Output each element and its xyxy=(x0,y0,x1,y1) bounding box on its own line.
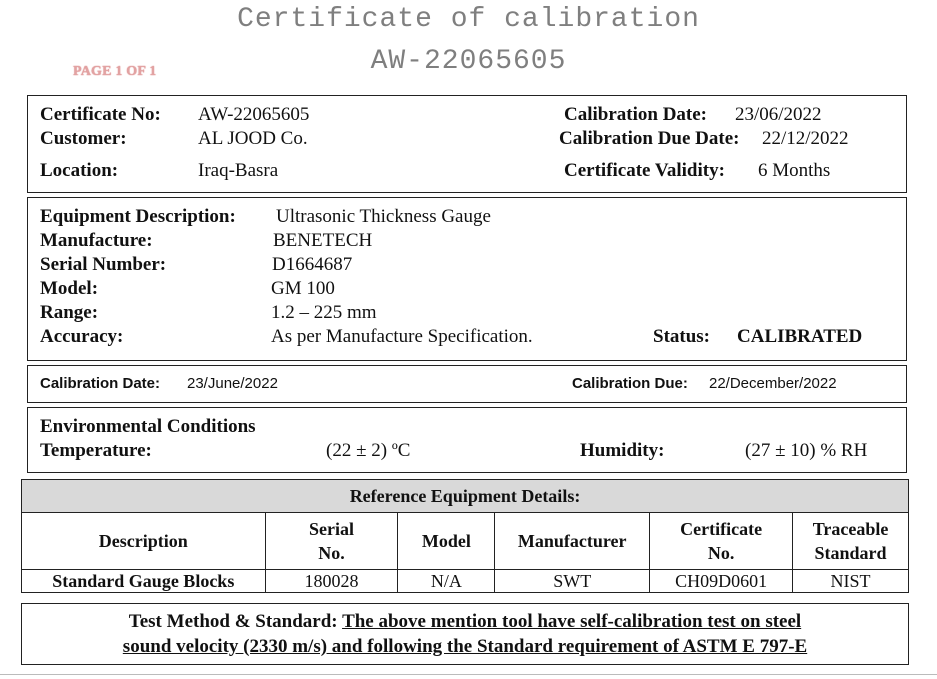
equipment-desc-value: Ultrasonic Thickness Gauge xyxy=(276,206,491,227)
validity-label: Certificate Validity: xyxy=(564,160,725,181)
status-label: Status: xyxy=(653,326,711,347)
due-date-value: 22/12/2022 xyxy=(762,128,849,149)
cell-manufacturer: SWT xyxy=(495,570,650,593)
test-method-label: Test Method & Standard: xyxy=(128,611,338,632)
certificate-code-title: AW-22065605 xyxy=(370,46,567,77)
equipment-desc-label: Equipment Description: xyxy=(40,206,236,227)
col-header-model-text: Model xyxy=(421,531,471,551)
col-header-model xyxy=(398,513,495,570)
col-header-certificate-line2: No. xyxy=(707,543,735,563)
test-method-box xyxy=(21,603,909,665)
due-date-label: Calibration Due Date: xyxy=(559,128,740,149)
validity-value: 6 Months xyxy=(758,160,831,181)
serial-value: D1664687 xyxy=(272,254,353,275)
accuracy-value: As per Manufacture Specification. xyxy=(271,326,533,347)
model-label: Model: xyxy=(40,278,99,299)
temperature-value: (22 ± 2) ºC xyxy=(326,440,411,461)
reference-table-caption: Reference Equipment Details: xyxy=(22,480,909,513)
col-header-description-text: Description xyxy=(98,531,188,551)
humidity-value: (27 ± 10) % RH xyxy=(745,440,868,461)
reference-equipment-table xyxy=(21,479,909,593)
model-value: GM 100 xyxy=(271,278,335,299)
cal-date-label: Calibration Date: xyxy=(564,104,708,125)
cal-date-short-label: Calibration Date: xyxy=(40,375,161,392)
cal-due-short-label: Calibration Due: xyxy=(572,375,688,392)
col-header-certificate xyxy=(650,513,793,570)
cell-certificate: CH09D0601 xyxy=(650,570,793,593)
serial-label: Serial Number: xyxy=(40,254,167,275)
col-header-traceable-line1: Traceable xyxy=(812,519,889,539)
accuracy-label: Accuracy: xyxy=(40,326,124,347)
col-header-description xyxy=(22,513,266,570)
col-header-serial-line1: Serial xyxy=(309,519,354,539)
document-title: Certificate of calibration xyxy=(237,4,700,35)
cert-no-value: AW-22065605 xyxy=(198,104,310,125)
manufacture-label: Manufacture: xyxy=(40,230,153,251)
col-header-serial xyxy=(265,513,398,570)
page-bottom-divider xyxy=(0,674,937,675)
environment-heading: Environmental Conditions xyxy=(40,416,256,437)
col-header-manufacturer-text: Manufacturer xyxy=(517,531,627,551)
manufacture-value: BENETECH xyxy=(273,230,373,251)
col-header-traceable-line2: Standard xyxy=(814,543,887,563)
cal-date-short-value: 23/June/2022 xyxy=(187,375,278,392)
cell-model: N/A xyxy=(398,570,495,593)
humidity-label: Humidity: xyxy=(580,440,665,461)
col-header-serial-line2: No. xyxy=(318,543,345,563)
page-number-stamp: PAGE 1 OF 1 xyxy=(73,64,157,79)
table-row xyxy=(22,570,909,593)
test-method-text-line1: The above mention tool have self-calibration test on steel xyxy=(342,611,802,632)
location-label: Location: xyxy=(40,160,119,181)
range-value: 1.2 – 225 mm xyxy=(271,302,377,323)
temperature-label: Temperature: xyxy=(40,440,152,461)
col-header-certificate-line1: Certificate xyxy=(680,519,763,539)
col-header-manufacturer xyxy=(495,513,650,570)
col-header-traceable xyxy=(793,513,909,570)
cell-description: Standard Gauge Blocks xyxy=(22,570,266,593)
cell-traceable: NIST xyxy=(793,570,909,593)
cell-serial: 180028 xyxy=(265,570,398,593)
range-label: Range: xyxy=(40,302,99,323)
test-method-text-line2: sound velocity (2330 m/s) and following the Standard requirement of ASTM E 797-E xyxy=(122,636,808,657)
location-value: Iraq-Basra xyxy=(198,160,279,181)
status-value: CALIBRATED xyxy=(737,326,863,347)
cal-due-short-value: 22/December/2022 xyxy=(709,375,837,392)
cert-no-label: Certificate No: xyxy=(40,104,161,125)
customer-value: AL JOOD Co. xyxy=(198,128,308,149)
customer-label: Customer: xyxy=(40,128,127,149)
cal-date-value: 23/06/2022 xyxy=(735,104,822,125)
